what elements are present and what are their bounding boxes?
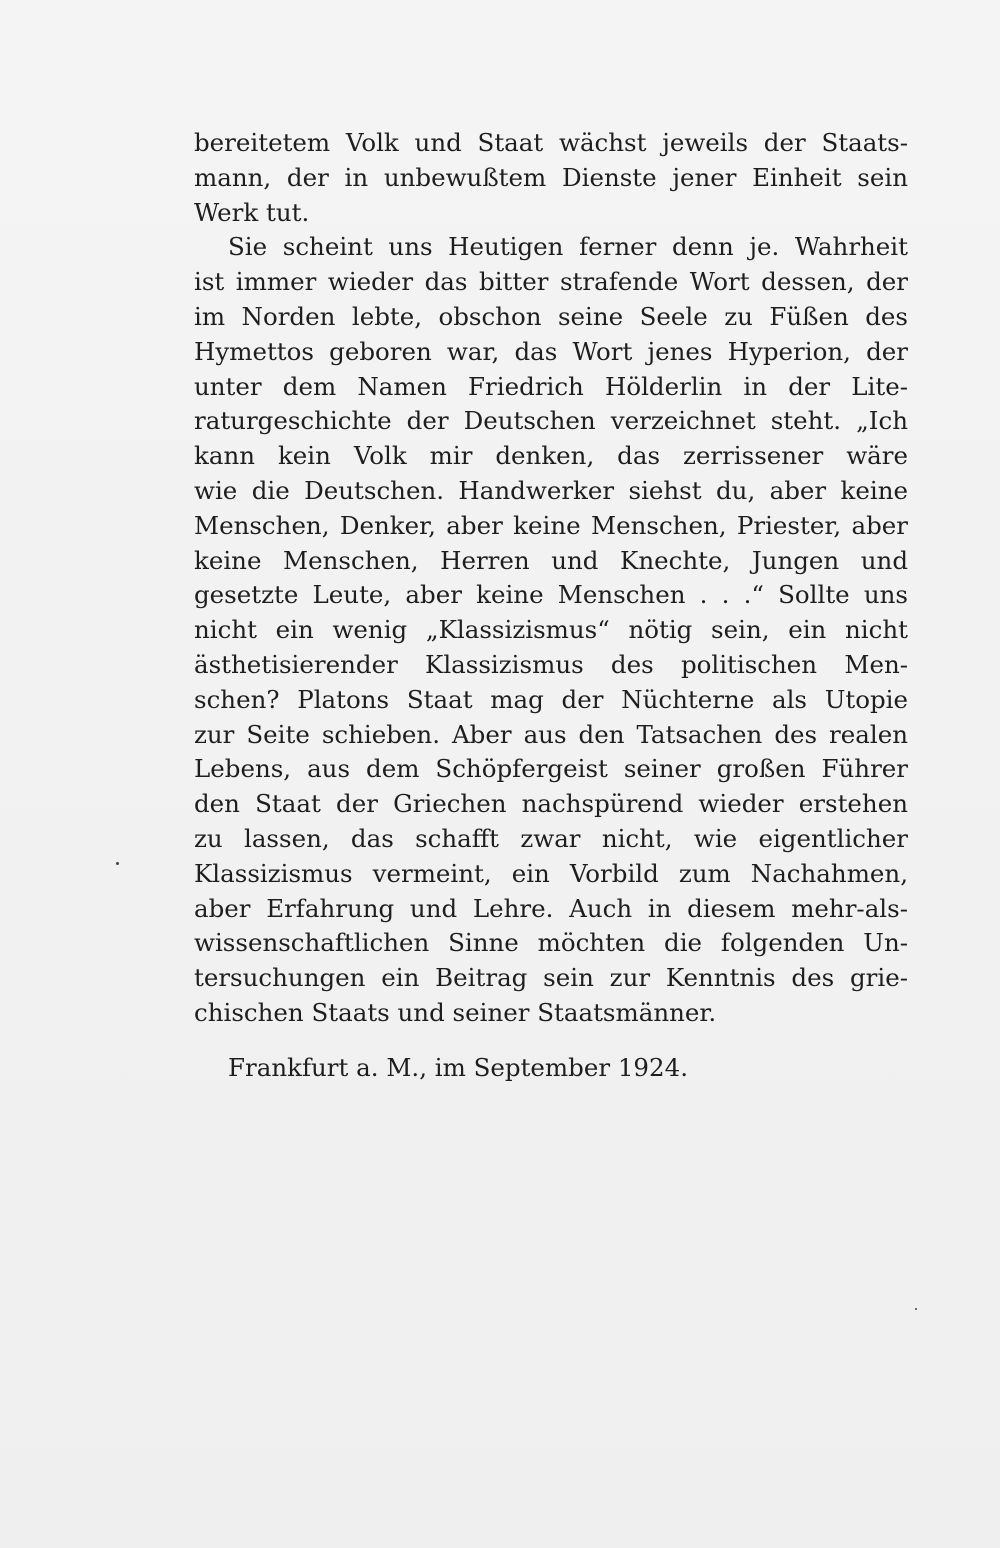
text-line: unter dem Namen Friedrich Hölderlin in der Lite- <box>194 371 908 401</box>
place-date-line: Frankfurt a. M., im September 1924. <box>228 1053 688 1082</box>
text-line: Werk tut. <box>194 197 310 227</box>
text-line: tersuchungen ein Beitrag sein zur Kenntnis des grie- <box>194 963 908 993</box>
text-line: Klassizismus vermeint, ein Vorbild zum Nachahmen, <box>194 858 908 888</box>
text-line: ästhetisierender Klassizismus des politischen Men- <box>194 649 908 679</box>
paper-speck <box>915 1308 917 1310</box>
text-line: chischen Staats und seiner Staatsmänner. <box>194 997 717 1027</box>
text-line: Sie scheint uns Heutigen ferner denn je. Wahrheit <box>228 232 908 262</box>
text-line: nicht ein wenig „Klassizismus“ nötig sein, ein nicht <box>194 615 908 645</box>
text-line: ist immer wieder das bitter strafende Wort dessen, der <box>194 267 908 297</box>
text-line: wie die Deutschen. Handwerker siehst du, aber keine <box>194 475 908 505</box>
text-line: keine Menschen, Herren und Knechte, Jungen und <box>194 545 908 575</box>
text-line: zur Seite schieben. Aber aus den Tatsachen des realen <box>194 719 908 749</box>
text-line: kann kein Volk mir denken, das zerrissener wäre <box>194 441 908 471</box>
text-line: mann, der in unbewußtem Dienste jener Einheit sein <box>194 162 908 192</box>
text-line: raturgeschichte der Deutschen verzeichnet steht. „Ich <box>194 406 908 436</box>
text-line: im Norden lebte, obschon seine Seele zu Füßen des <box>194 301 908 331</box>
text-line: aber Erfahrung und Lehre. Auch in diesem mehr-als- <box>194 893 908 923</box>
text-line: zu lassen, das schafft zwar nicht, wie eigentlicher <box>194 823 908 853</box>
text-line: schen? Platons Staat mag der Nüchterne als Utopie <box>194 684 908 714</box>
text-line: Hymettos geboren war, das Wort jenes Hyperion, der <box>194 336 908 366</box>
text-line: gesetzte Leute, aber keine Menschen . . .“ Sollte uns <box>194 580 908 610</box>
text-line: bereitetem Volk und Staat wächst jeweils der Staats- <box>194 128 908 157</box>
paper-speck <box>116 862 119 865</box>
text-line: wissenschaftlichen Sinne möchten die folgenden Un- <box>194 928 908 958</box>
text-line: Lebens, aus dem Schöpfergeist seiner großen Führer <box>194 754 908 784</box>
text-line: den Staat der Griechen nachspürend wieder erstehen <box>194 789 908 819</box>
text-line: Menschen, Denker, aber keine Menschen, Priester, aber <box>194 510 908 540</box>
preface-text <box>194 126 908 1031</box>
